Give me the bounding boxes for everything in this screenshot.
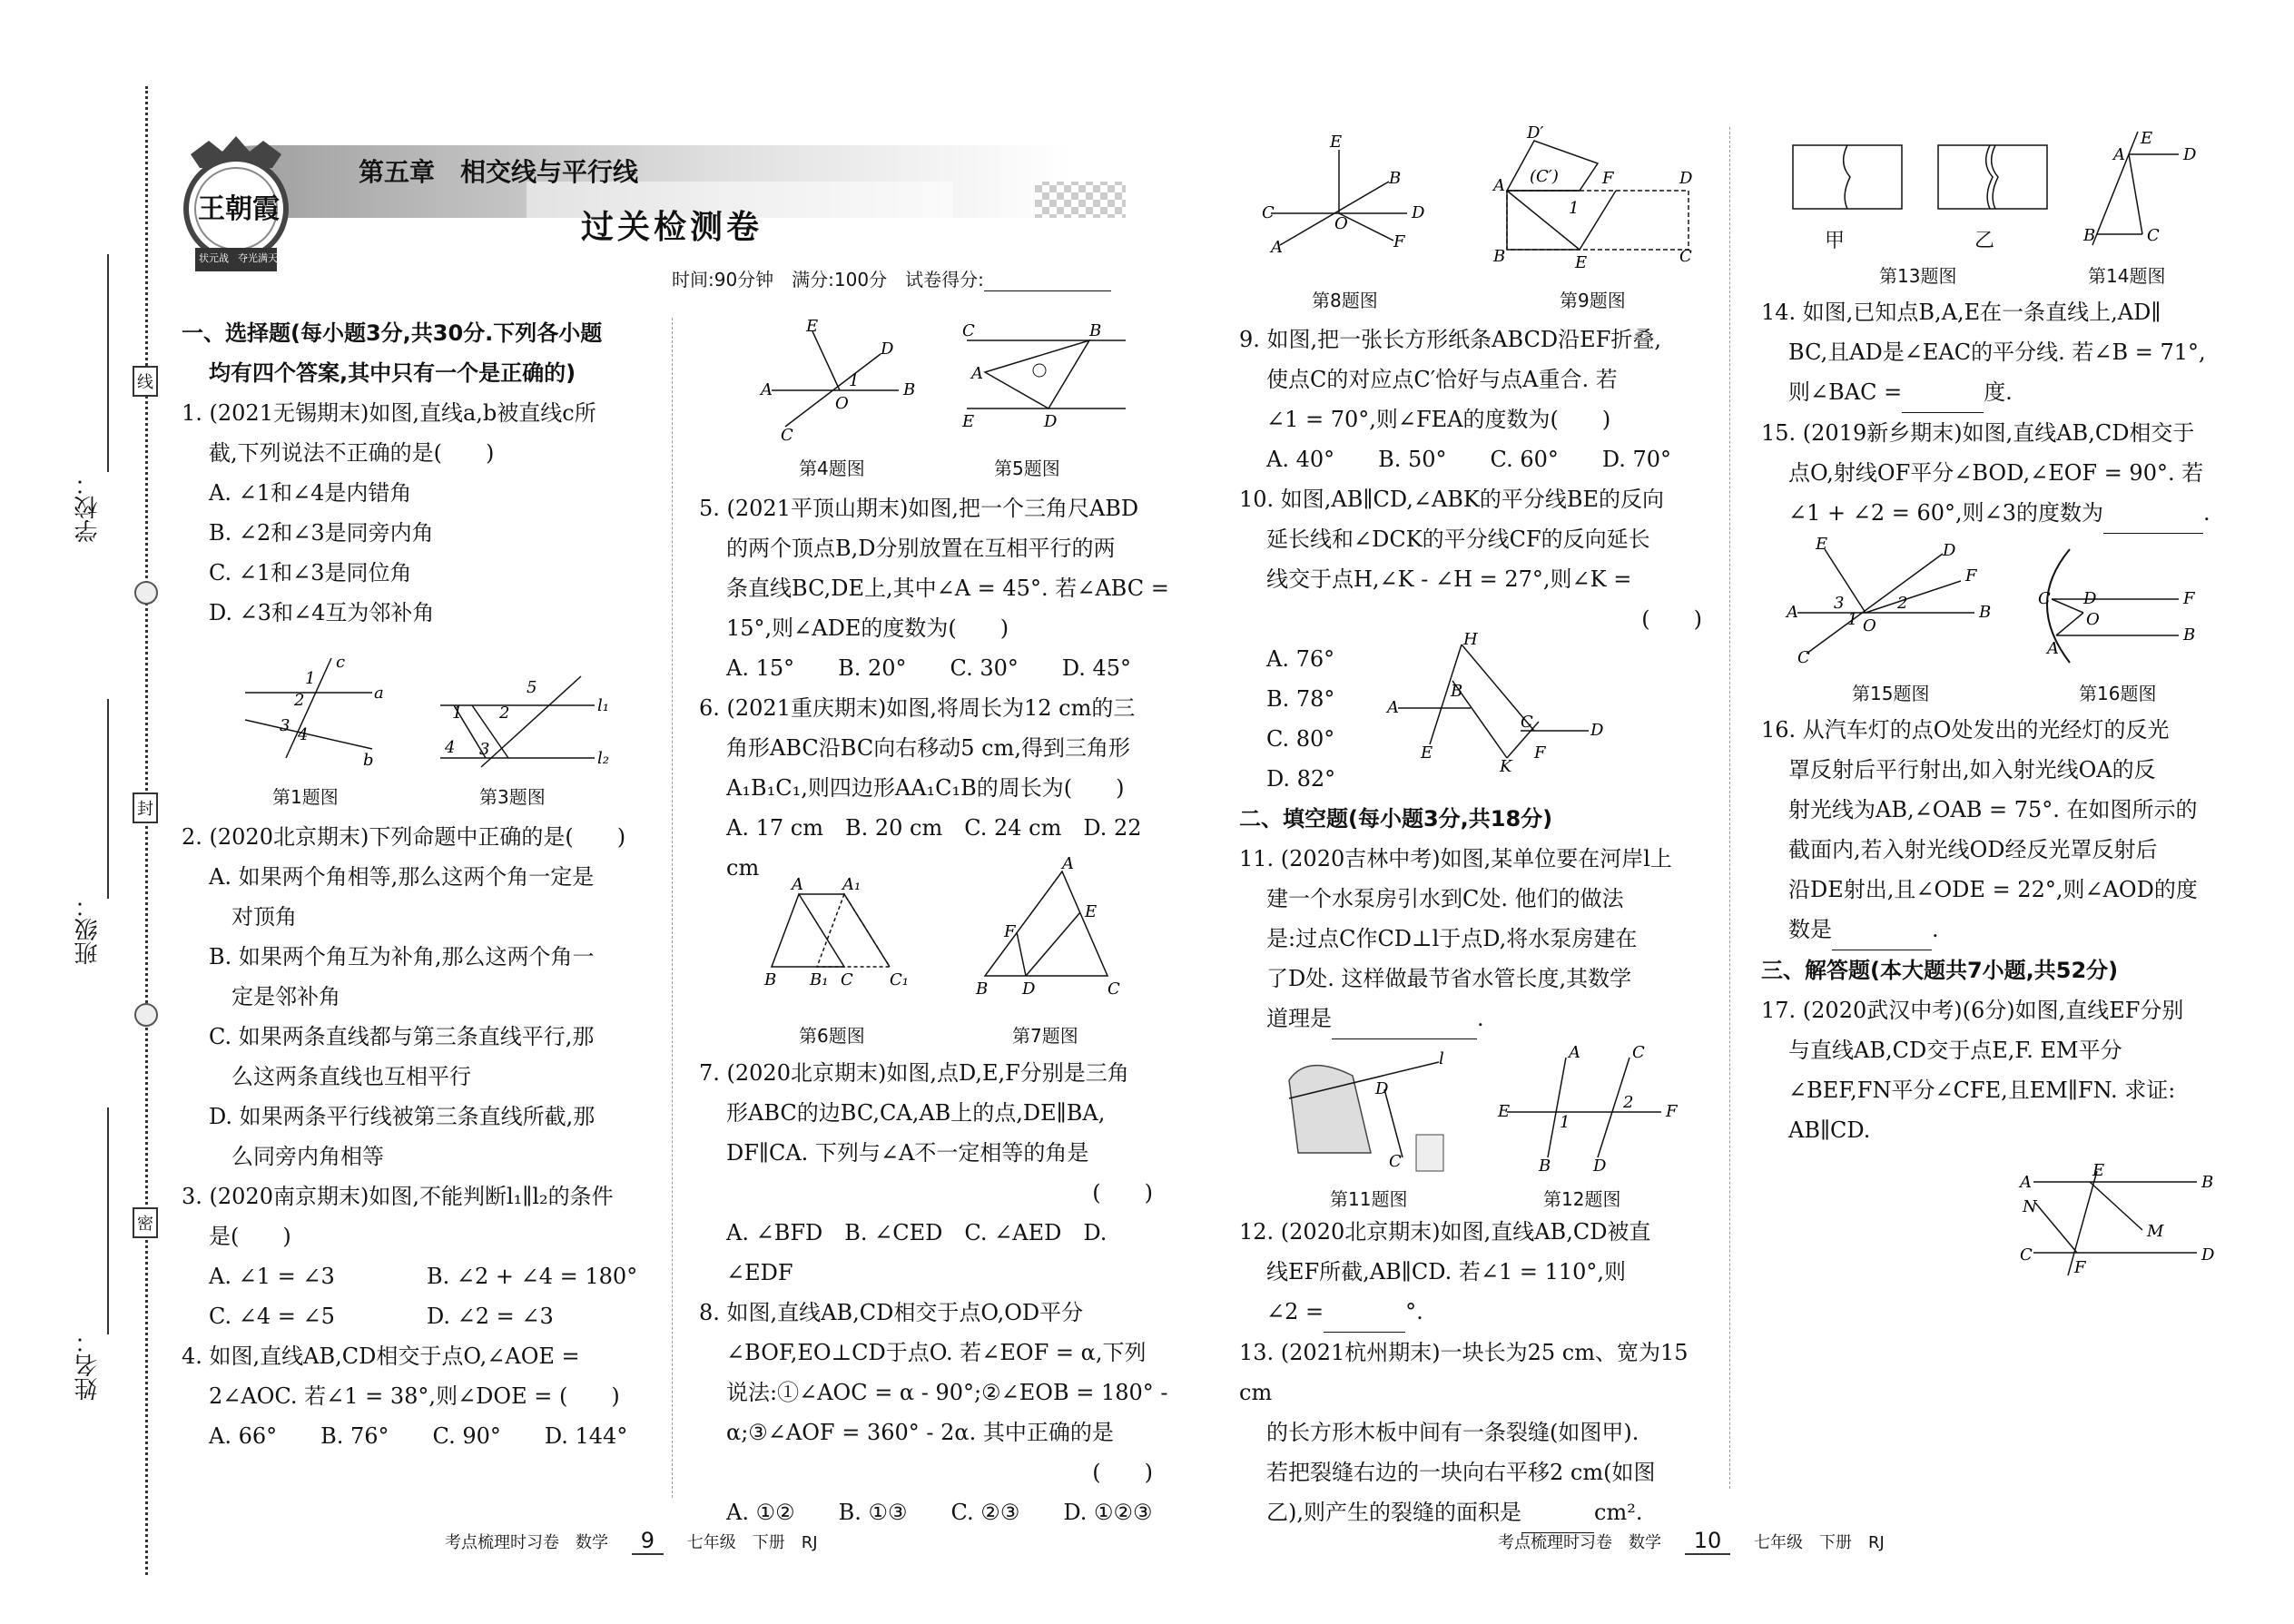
q10-option-c: C. 80° [1266, 726, 1335, 752]
school-label: 学校： [74, 472, 102, 543]
svg-text:A: A [1062, 854, 1074, 873]
caption-fig1: 第1题图 [272, 786, 339, 808]
svg-text:O: O [1334, 214, 1348, 233]
svg-text:2: 2 [499, 704, 510, 723]
q2-option-d-cont: 么同旁内角相等 [231, 1144, 384, 1169]
svg-text:D: D [881, 340, 894, 359]
figure-q6-q7 [753, 854, 1135, 999]
q3-option-b: B. ∠2 + ∠4 = 180° [427, 1264, 638, 1289]
q8-stem-cont: α;③∠AOF = 360° - 2α. 其中正确的是 [726, 1420, 1114, 1445]
caption-fig13: 第13题图 [1879, 265, 1957, 287]
footer-right-text: 考点梳理时习卷 数学 [1498, 1533, 1661, 1552]
q9-options: A. 40° B. 50° C. 60° D. 70° [1266, 447, 1672, 472]
svg-text:4: 4 [445, 738, 456, 757]
q2-option-c-cont: 么这两条直线也互相平行 [231, 1064, 471, 1089]
q14-stem-cont: BC,且AD是∠EAC的平分线. 若∠B = 71°, [1788, 340, 2206, 365]
q1-option-d: D. ∠3和∠4互为邻补角 [209, 600, 435, 625]
q11-stem-cont: 建一个水泵房引水到C处. 他们的做法 [1266, 886, 1624, 911]
q10-answer-bracket: ( ) [1641, 606, 1702, 632]
q14-answer-line [1761, 372, 2242, 413]
caption-fig15: 第15题图 [1852, 683, 1930, 704]
q9-stem: 9. 如图,把一张长方形纸条ABCD沿EF折叠, [1239, 327, 1661, 352]
svg-text:A: A [761, 380, 773, 399]
q16-stem-cont: 沿DE射出,且∠ODE = 22°,则∠AOD的度 [1788, 877, 2198, 902]
figure-q1-q3 [236, 649, 617, 776]
q13-stem-cont: 的长方形木板中间有一条裂缝(如图甲). [1266, 1420, 1639, 1445]
svg-text:D: D [1679, 169, 1693, 188]
q15-stem: 15. (2019新乡期末)如图,直线AB,CD相交于 [1761, 420, 2195, 446]
svg-text:B: B [1389, 169, 1402, 188]
svg-text:B₁: B₁ [810, 970, 829, 989]
svg-text:F: F [2183, 589, 2195, 608]
page-title: 过关检测卷 [581, 209, 763, 246]
column-2-upper [699, 488, 1171, 888]
q6-stem: 6. (2021重庆期末)如图,将周长为12 cm的三 [699, 695, 1136, 721]
seal-mark-secret: 密 [133, 1207, 158, 1238]
figure-q8-q9 [1253, 123, 1707, 272]
q8-stem-cont: ∠BOF,EO⊥CD于点O. 若∠EOF = α,下列 [726, 1340, 1147, 1365]
q7-stem-cont: DF∥CA. 下列与∠A不一定相等的角是 [726, 1140, 1089, 1166]
svg-text:D: D [1412, 203, 1425, 222]
svg-text:C: C [2147, 226, 2160, 245]
svg-text:K: K [1500, 757, 1512, 776]
svg-text:E: E [962, 412, 975, 431]
q7-stem: 7. (2020北京期末)如图,点D,E,F分别是三角 [699, 1060, 1129, 1086]
q9-stem-cont: 使点C的对应点C′恰好与点A重合. 若 [1266, 367, 1618, 392]
q17-stem: 17. (2020武汉中考)(6分)如图,直线EF分别 [1761, 998, 2184, 1023]
svg-text:l₁: l₁ [597, 696, 609, 715]
logo [172, 132, 300, 286]
q17-stem-cont: 与直线AB,CD交于点E,F. EM平分 [1788, 1038, 2122, 1063]
q16-stem-cont: 射光线为AB,∠OAB = 75°. 在如图所示的 [1788, 797, 2198, 822]
q4-stem-cont: 2∠AOC. 若∠1 = 38°,则∠DOE = ( ) [209, 1383, 620, 1409]
svg-text:A₁: A₁ [842, 875, 861, 894]
knot-icon [134, 581, 158, 605]
svg-text:D: D [2201, 1245, 2215, 1265]
q15-answer-line: ∠1 + ∠2 = 60°,则∠3的度数为 . [1761, 493, 2242, 534]
svg-text:H: H [1463, 630, 1478, 649]
svg-text:D′: D′ [1527, 123, 1544, 143]
q6-stem-cont: 角形ABC沿BC向右移动5 cm,得到三角形 [726, 735, 1130, 761]
svg-text:3: 3 [479, 740, 490, 759]
svg-text:E: E [1816, 535, 1828, 554]
q9-stem-cont: ∠1 = 70°,则∠FEA的度数为( ) [1266, 407, 1611, 432]
q7-stem-cont: 形ABC的边BC,CA,AB上的点,DE∥BA, [726, 1100, 1106, 1126]
svg-text:C: C [1632, 1043, 1645, 1062]
svg-text:A: A [1271, 238, 1283, 257]
q4-stem: 4. 如图,直线AB,CD相交于点O,∠AOE = [182, 1343, 580, 1369]
tear-line [145, 86, 148, 1575]
q15-blank [2103, 493, 2203, 534]
caption-fig7: 第7题图 [1012, 1025, 1078, 1047]
svg-text:B: B [1979, 603, 1992, 622]
q3-stem: 3. (2020南京期末)如图,不能判断l₁∥l₂的条件 [182, 1184, 614, 1209]
svg-text:C: C [1262, 203, 1275, 222]
svg-text:N: N [2023, 1197, 2037, 1216]
footer-left-grade: 七年级 下册 RJ [686, 1533, 818, 1552]
figure-q15-q16 [1779, 536, 2206, 672]
q11-stem-cont: 了D处. 这样做最节省水管长度,其数学 [1266, 966, 1632, 991]
q1-option-b: B. ∠2和∠3是同旁内角 [209, 520, 434, 546]
section-1-heading-cont: 均有四个答案,其中只有一个是正确的) [209, 360, 576, 386]
q17-stem-cont: ∠BEF,FN平分∠CFE,且EM∥FN. 求证: [1788, 1078, 2176, 1103]
q15-prompt: ∠1 + ∠2 = 60°,则∠3的度数为 [1788, 500, 2104, 526]
svg-text:B: B [1539, 1156, 1551, 1176]
q12-prompt: ∠2 = [1266, 1299, 1324, 1324]
svg-text:l₂: l₂ [597, 749, 609, 768]
svg-text:C: C [962, 321, 975, 340]
figure-q10 [1380, 630, 1604, 776]
q2-option-d: D. 如果两条平行线被第三条直线所截,那 [209, 1104, 596, 1129]
figure-q11-q12 [1280, 1044, 1698, 1180]
svg-text:C₁: C₁ [890, 970, 909, 989]
svg-text:B: B [2083, 226, 2096, 245]
svg-text:1: 1 [1847, 610, 1858, 629]
svg-text:B: B [2201, 1173, 2214, 1192]
caption-fig14: 第14题图 [2088, 265, 2166, 287]
svg-text:F: F [1393, 232, 1405, 251]
svg-text:C: C [1389, 1152, 1402, 1171]
footer-right [1498, 1528, 1885, 1555]
q2-option-b: B. 如果两个角互为补角,那么这两个角一 [209, 944, 595, 969]
svg-text:F: F [1534, 743, 1546, 763]
svg-text:E: E [1421, 743, 1433, 763]
svg-text:1: 1 [452, 704, 463, 723]
figure-q4-q5 [744, 313, 1144, 445]
logo-sub2: 夺光满天 [238, 252, 278, 264]
q5-options: A. 15° B. 20° C. 30° D. 45° [726, 655, 1132, 681]
q11-stem: 11. (2020吉林中考)如图,某单位要在河岸l上 [1239, 846, 1672, 871]
column-4-upper [1761, 292, 2242, 534]
column-1 [182, 313, 654, 633]
svg-text:A: A [2020, 1173, 2032, 1192]
seal-mark-seal: 封 [133, 792, 158, 823]
svg-text:F: F [1965, 566, 1977, 586]
chapter-title: 第五章 相交线与平行线 [359, 157, 639, 187]
q1-option-c: C. ∠1和∠3是同位角 [209, 560, 412, 586]
svg-text:B: B [1493, 247, 1506, 266]
column-divider [1729, 127, 1730, 1489]
svg-text:D: D [1943, 541, 1956, 560]
section-1-heading: 一、选择题(每小题3分,共30分.下列各小题 [182, 320, 603, 346]
svg-text:C: C [2038, 589, 2051, 608]
caption-fig4: 第4题图 [799, 458, 865, 479]
svg-text:B: B [2183, 625, 2196, 645]
q11-blank [1332, 999, 1477, 1039]
q5-stem-cont: 条直线BC,DE上,其中∠A = 45°. 若∠ABC = [726, 576, 1169, 601]
q12-blank [1324, 1292, 1405, 1333]
svg-text:1: 1 [1569, 199, 1580, 218]
caption-fig9: 第9题图 [1560, 290, 1626, 311]
q12-unit: °. [1405, 1299, 1423, 1324]
exam-info [672, 265, 1111, 291]
svg-text:F: F [1602, 169, 1614, 188]
svg-text:(C′): (C′) [1530, 167, 1559, 186]
q5-stem-cont: 15°,则∠ADE的度数为( ) [726, 615, 1009, 641]
svg-text:5: 5 [527, 678, 537, 697]
q15-stem-cont: 点O,射线OF平分∠BOD,∠EOF = 90°. 若 [1788, 460, 2204, 486]
column-3-lower [1239, 1212, 1720, 1533]
school-line [107, 254, 109, 472]
svg-text:E: E [1498, 1102, 1511, 1121]
score-blank [984, 269, 1111, 291]
svg-text:E: E [1330, 133, 1343, 152]
q5-stem-cont: 的两个顶点B,D分别放置在互相平行的两 [726, 536, 1116, 561]
svg-text:b: b [363, 751, 374, 770]
svg-text:D: D [2183, 145, 2197, 164]
svg-text:3: 3 [280, 716, 290, 735]
q17-stem-cont: AB∥CD. [1788, 1117, 1871, 1143]
q6-stem-cont: A₁B₁C₁,则四边形AA₁C₁B的周长为( ) [726, 775, 1125, 801]
svg-text:3: 3 [1834, 594, 1845, 613]
q10-stem-cont: 延长线和∠DCK的平分线CF的反向延长 [1266, 527, 1650, 552]
name-label: 姓名： [74, 1330, 102, 1401]
q16-prompt: 数是 [1788, 917, 1832, 942]
label-jia: 甲 [1825, 230, 1846, 252]
q3-option-c: C. ∠4 = ∠5 [209, 1304, 335, 1329]
q8-stem: 8. 如图,直线AB,CD相交于点O,OD平分 [699, 1300, 1084, 1325]
svg-text:2: 2 [294, 691, 305, 710]
q3-option-d: D. ∠2 = ∠3 [427, 1304, 554, 1329]
q11-answer-line: 道理是 . [1239, 999, 1720, 1039]
svg-text:D: D [1593, 1156, 1607, 1176]
caption-fig11: 第11题图 [1330, 1188, 1408, 1210]
q12-stem-cont: 线EF所截,AB∥CD. 若∠1 = 110°,则 [1266, 1259, 1627, 1284]
svg-text:E: E [806, 317, 819, 336]
svg-text:D: D [1590, 721, 1604, 740]
caption-fig12: 第12题图 [1543, 1188, 1621, 1210]
page-number-left: 9 [632, 1528, 664, 1555]
svg-text:E: E [1575, 253, 1588, 272]
svg-text:l: l [1439, 1049, 1444, 1068]
q6-options: A. 17 cm B. 20 cm C. 24 cm D. 22 cm [726, 815, 1142, 881]
footer-left [445, 1528, 818, 1555]
knot-icon [134, 1003, 158, 1027]
svg-text:B: B [1089, 321, 1102, 340]
q11-stem-cont: 是:过点C作CD⊥l于点D,将水泵房建在 [1266, 926, 1638, 951]
q2-option-a: A. 如果两个角相等,那么这两个角一定是 [209, 864, 595, 890]
svg-text:E: E [2092, 1161, 2105, 1180]
svg-text:C: C [1108, 979, 1120, 999]
footer-right-grade: 七年级 下册 RJ [1754, 1533, 1885, 1552]
q16-stem-cont: 截面内,若入射光线OD经反光罩反射后 [1788, 837, 2158, 862]
svg-text:B: B [903, 380, 916, 399]
q10-stem: 10. 如图,AB∥CD,∠ABK的平分线BE的反向 [1239, 487, 1665, 512]
q14-prompt: 则∠BAC = [1788, 379, 1903, 405]
figure-q17 [2006, 1162, 2215, 1280]
svg-text:C: C [1521, 713, 1533, 732]
svg-text:A: A [2047, 639, 2059, 658]
q1-stem-cont: 截,下列说法不正确的是( ) [209, 440, 495, 466]
svg-text:A: A [1787, 603, 1798, 622]
svg-text:B: B [764, 970, 777, 989]
svg-text:C: C [1797, 648, 1810, 667]
svg-text:A: A [792, 875, 803, 894]
svg-text:B: B [976, 979, 989, 999]
q3-option-a: A. ∠1 = ∠3 [209, 1264, 335, 1289]
q7-answer-bracket: ( ) [1092, 1180, 1153, 1206]
logo-sub1: 状元战 [199, 252, 229, 264]
svg-text:F: F [1004, 922, 1016, 941]
svg-text:A: A [971, 364, 983, 383]
svg-text:F: F [1666, 1102, 1678, 1121]
svg-text:M: M [2147, 1222, 2164, 1241]
caption-fig3: 第3题图 [479, 786, 546, 808]
q12-stem: 12. (2020北京期末)如图,直线AB,CD被直 [1239, 1219, 1651, 1245]
q3-options-cd [182, 1296, 654, 1336]
svg-text:D: D [1022, 979, 1036, 999]
exam-info-text: 时间:90分钟 满分:100分 试卷得分: [672, 269, 984, 290]
svg-text:2: 2 [1623, 1093, 1634, 1112]
q13-stem-cont: 若把裂缝右边的一块向右平移2 cm(如图 [1266, 1460, 1656, 1485]
svg-text:4: 4 [298, 725, 309, 744]
footer-left-text: 考点梳理时习卷 数学 [445, 1533, 608, 1552]
svg-text:1: 1 [305, 669, 316, 688]
svg-text:D: D [1375, 1079, 1389, 1098]
svg-text:1: 1 [1560, 1113, 1570, 1132]
q1-option-a: A. ∠1和∠4是内错角 [209, 480, 412, 506]
q14-stem: 14. 如图,已知点B,A,E在一条直线上,AD∥ [1761, 300, 2161, 325]
q5-stem: 5. (2021平顶山期末)如图,把一个三角尺ABD [699, 496, 1139, 521]
name-line [107, 1107, 109, 1334]
q16-stem: 16. 从汽车灯的点O处发出的光经灯的反光 [1761, 717, 2170, 743]
q14-blank [1902, 372, 1984, 413]
svg-text:A: A [1387, 698, 1399, 717]
caption-fig6: 第6题图 [799, 1025, 865, 1047]
q4-options: A. 66° B. 76° C. 90° D. 144° [209, 1423, 628, 1449]
svg-text:A: A [1493, 176, 1505, 195]
q10-option-b: B. 78° [1266, 686, 1335, 712]
svg-text:1: 1 [849, 371, 860, 390]
svg-text:A: A [1569, 1043, 1580, 1062]
q8-stem-cont: 说法:①∠AOC = α - 90°;②∠EOB = 180° - [726, 1380, 1168, 1405]
svg-text:D: D [1044, 412, 1058, 431]
q10-option-d: D. 82° [1266, 766, 1336, 792]
svg-text:C: C [841, 970, 853, 989]
svg-text:B: B [1451, 682, 1463, 701]
q12-answer-line [1239, 1292, 1720, 1333]
q3-stem-cont: 是( ) [209, 1224, 291, 1249]
section-2-heading: 二、填空题(每小题3分,共18分) [1239, 806, 1553, 832]
svg-text:a: a [374, 684, 384, 703]
svg-text:C: C [1679, 247, 1692, 266]
caption-fig8: 第8题图 [1312, 290, 1378, 311]
q13-stem: 13. (2021杭州期末)一块长为25 cm、宽为15 cm [1239, 1340, 1689, 1405]
column-1-lower [182, 817, 654, 1456]
q3-options-ab [182, 1256, 654, 1296]
binding-gutter [0, 0, 159, 1624]
svg-text:F: F [2074, 1258, 2086, 1277]
caption-fig16: 第16题图 [2079, 683, 2157, 704]
page-number-right: 10 [1685, 1528, 1731, 1555]
q2-option-a-cont: 对顶角 [231, 904, 297, 930]
q10-stem-cont: 线交于点H,∠K - ∠H = 27°,则∠K = [1266, 566, 1632, 592]
column-4-lower [1761, 710, 2242, 1150]
q1-stem: 1. (2021无锡期末)如图,直线a,b被直线c所 [182, 400, 596, 426]
column-2-lower [699, 1053, 1171, 1532]
section-3-heading: 三、解答题(本大题共7小题,共52分) [1761, 958, 2119, 983]
logo-text: 王朝霞 [198, 193, 280, 225]
class-label: 班级： [74, 894, 102, 965]
q13-prompt: 乙),则产生的裂缝的面积是 [1266, 1500, 1521, 1525]
q11-prompt: 道理是 [1266, 1006, 1332, 1031]
q13-unit: cm². [1594, 1500, 1643, 1525]
class-line [107, 699, 109, 899]
svg-text:c: c [336, 653, 346, 672]
caption-fig5: 第5题图 [994, 458, 1060, 479]
svg-text:A: A [2113, 145, 2125, 164]
q10-option-a: A. 76° [1266, 646, 1335, 672]
q16-stem-cont: 罩反射后平行射出,如入射光线OA的反 [1788, 757, 2156, 782]
q7-options: A. ∠BFD B. ∠CED C. ∠AED D. ∠EDF [726, 1220, 1108, 1285]
svg-text:O: O [835, 394, 849, 413]
seal-mark-line: 线 [133, 366, 158, 397]
svg-text:C: C [2020, 1245, 2033, 1265]
q2-option-c: C. 如果两条直线都与第三条直线平行,那 [209, 1024, 595, 1049]
svg-text:2: 2 [1897, 594, 1908, 613]
q8-answer-bracket: ( ) [1092, 1460, 1153, 1485]
svg-text:E: E [1085, 902, 1098, 921]
q16-blank [1832, 910, 1932, 950]
svg-text:D: D [2083, 589, 2097, 608]
q2-stem: 2. (2020北京期末)下列命题中正确的是( ) [182, 824, 626, 850]
column-divider [672, 318, 673, 1498]
q8-options: A. ①② B. ①③ C. ②③ D. ①②③ [726, 1500, 1153, 1525]
q16-answer-line: 数是 . [1761, 910, 2242, 950]
svg-text:O: O [2086, 610, 2100, 629]
q14-unit: 度. [1984, 379, 2013, 405]
svg-text:C: C [781, 426, 793, 445]
q2-option-b-cont: 定是邻补角 [231, 984, 340, 1009]
svg-text:O: O [1863, 616, 1876, 635]
label-yi: 乙 [1974, 230, 1995, 252]
svg-text:E: E [2141, 129, 2153, 148]
